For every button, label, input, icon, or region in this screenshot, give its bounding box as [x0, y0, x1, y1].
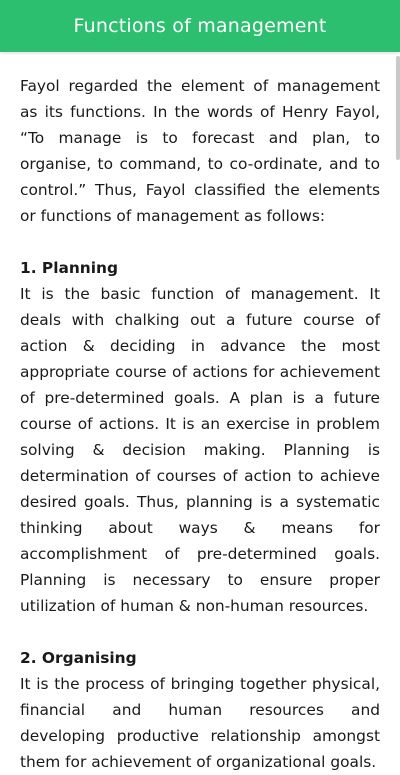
app-bar [0, 0, 400, 52]
scrollbar-thumb[interactable] [396, 56, 400, 160]
intro-paragraph: Fayol regarded the element of management as its functions. In the words of Henry Fayol, “To manage is to forecast and plan, to organise, to command, to co-ordinate, and to control.” Thus, Fayol classified the elements or functions of management as follows: [20, 77, 380, 225]
section-heading-planning: 1. Planning [20, 259, 119, 277]
section-heading-organising: 2. Organising [20, 649, 137, 667]
section-body-organising: It is the process of bringing together physical, financial and human resources and developing productive relationship amongst them for achievement of organizational goals. [20, 675, 380, 771]
spacer [20, 229, 380, 255]
section-body-planning: It is the basic function of management. It deals with chalking out a future course of action & deciding in advance the most appropriate course of actions for achievement of pre-determined goals. A plan is a future course of actions. It is an exercise in problem solving & decision making. Planning is determination of courses of action to achieve desired goals. Thus, planning is a systematic thinking about ways & means for accomplishment of pre-determined goals. Planning is necessary to ensure proper utilization of human & non-human resources. [20, 285, 380, 615]
spacer [20, 619, 380, 645]
article-content[interactable] [20, 73, 380, 775]
page-title: Functions of management [73, 15, 327, 37]
